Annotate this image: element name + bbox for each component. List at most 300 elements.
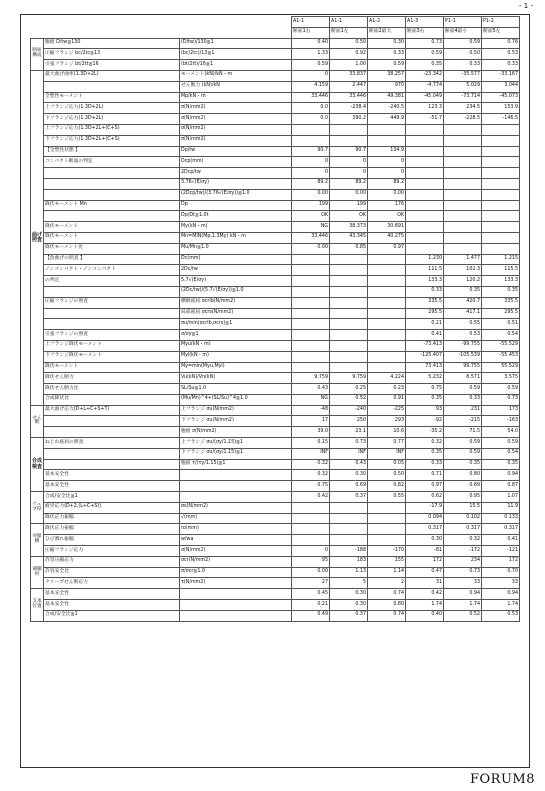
value-cell: 0.23 (368, 384, 406, 395)
column-id: A1-3 (406, 17, 444, 28)
value-cell: 115.5 (482, 265, 520, 276)
value-cell: 0.75 (406, 384, 444, 395)
value-cell: -81 (406, 546, 444, 557)
value-cell: 0 (292, 168, 330, 179)
item-label: 降伏モーメント (44, 232, 180, 243)
value-cell: 0.59 (444, 38, 482, 49)
value-cell: 0.40 (406, 610, 444, 621)
table-row (31, 405, 520, 416)
value-cell (368, 286, 406, 297)
criterion-label: My=min(Myu,Myl) (180, 362, 292, 373)
table-row (31, 492, 520, 503)
value-cell (482, 178, 520, 189)
value-cell (330, 319, 368, 330)
value-cell: 0.97 (368, 243, 406, 254)
value-cell: 0.52 (330, 394, 368, 405)
criterion-label: (2Dcp/tw)/(3.76√(E/σy))≦1.0 (180, 189, 292, 200)
table-row (31, 546, 520, 557)
value-cell: 390.2 (330, 114, 368, 125)
value-cell: 0.25 (330, 384, 368, 395)
value-cell: 0.317 (444, 524, 482, 535)
criterion-label: 腹板 τ/(τy/1.15)≦1 (180, 459, 292, 470)
value-cell: 89.2 (330, 178, 368, 189)
value-cell (406, 222, 444, 233)
value-cell (330, 502, 368, 513)
criterion-label: σ/σcr≦1.0 (180, 567, 292, 578)
item-label: 最大曲げ応力(D+L+C+S+T) (44, 405, 180, 416)
item-label: ひび割れ振幅 (44, 535, 180, 546)
value-cell: 71.5 (444, 427, 482, 438)
criterion-label: 腹板 σ(N/mm2) (180, 427, 292, 438)
table-row (31, 610, 520, 621)
item-label (44, 448, 180, 459)
value-cell (368, 308, 406, 319)
column-id: P1-2 (482, 17, 520, 28)
value-cell: 90.7 (292, 146, 330, 157)
criterion-label: (Mu/Mn)^4+(SL/Su)^4≦1.0 (180, 394, 292, 405)
item-label: 下フランジ応力(1.3D+2L) (44, 114, 180, 125)
table-row (31, 502, 520, 513)
value-cell: 0.59 (368, 60, 406, 71)
value-cell: 0.59 (444, 384, 482, 395)
value-cell (330, 297, 368, 308)
value-cell: 0.76 (482, 38, 520, 49)
value-cell: 0.59 (292, 60, 330, 71)
value-cell: -215 (444, 416, 482, 427)
value-cell: 93 (406, 405, 444, 416)
item-label: 降伏応力振幅 (44, 524, 180, 535)
value-cell: 173 (482, 405, 520, 416)
value-cell: 0.82 (368, 481, 406, 492)
table-row (31, 103, 520, 114)
value-cell: 0.50 (368, 470, 406, 481)
criterion-label: σ(N/mm2) (180, 114, 292, 125)
value-cell: 176 (368, 200, 406, 211)
item-label: 許容圧縮応力 (44, 556, 180, 567)
value-cell: -35.2 (406, 427, 444, 438)
item-label: コンパクト断面の判定 (44, 157, 180, 168)
value-cell: INF (368, 448, 406, 459)
value-cell: 0 (368, 168, 406, 179)
table-row (31, 200, 520, 211)
value-cell: 0.95 (444, 492, 482, 503)
value-cell (292, 535, 330, 546)
value-cell: 1.33 (292, 49, 330, 60)
value-cell: 0.35 (482, 286, 520, 297)
table-row (31, 340, 520, 351)
criterion-label: σ(N/mm2) (180, 103, 292, 114)
value-cell (482, 189, 520, 200)
criterion-label (180, 589, 292, 600)
value-cell: 0.53 (482, 610, 520, 621)
criterion-label: Dp/Dt≦1.0t (180, 211, 292, 222)
value-cell: 970 (368, 81, 406, 92)
value-cell: NG (292, 222, 330, 233)
column-id: A1-1 (292, 17, 330, 28)
value-cell: -238.4 (330, 103, 368, 114)
value-cell (330, 513, 368, 524)
table-row (31, 416, 520, 427)
value-cell: 89.2 (292, 178, 330, 189)
value-cell: 0.15 (292, 438, 330, 449)
value-cell: 335.5 (482, 297, 520, 308)
value-cell: 0.00 (330, 189, 368, 200)
value-cell (406, 178, 444, 189)
value-cell: 172 (406, 556, 444, 567)
item-label: 基本安全性 (44, 481, 180, 492)
table-row (31, 146, 520, 157)
value-cell: 0.89 (444, 481, 482, 492)
value-cell: 0 (330, 157, 368, 168)
value-cell: 33.446 (292, 232, 330, 243)
value-cell: 0.35 (482, 459, 520, 470)
value-cell: 133.3 (482, 276, 520, 287)
value-cell (482, 211, 520, 222)
value-cell: -92 (406, 416, 444, 427)
value-cell: 250 (330, 416, 368, 427)
value-cell: 0.75 (292, 481, 330, 492)
value-cell: 99.755 (444, 362, 482, 373)
value-cell: 5.232 (406, 373, 444, 384)
item-label: 疲労応力(D+2,(L+C+S)) (44, 502, 180, 513)
value-cell: 90.7 (330, 146, 368, 157)
group-label: ウェブ厚 (31, 492, 44, 524)
value-cell: 183 (330, 556, 368, 567)
value-cell: 0.94 (482, 589, 520, 600)
table-row (31, 556, 520, 567)
value-cell: 0.35 (444, 459, 482, 470)
header-blank (31, 17, 292, 39)
value-cell: 1.00 (330, 60, 368, 71)
value-cell: 0.52 (444, 610, 482, 621)
value-cell: 0 (292, 546, 330, 557)
value-cell (330, 351, 368, 362)
value-cell: 335.5 (406, 297, 444, 308)
value-cell (292, 513, 330, 524)
value-cell: OK (330, 211, 368, 222)
column-id: A1-1 (330, 17, 368, 28)
table-row (31, 70, 520, 81)
value-cell: 111.5 (406, 265, 444, 276)
value-cell: -225 (368, 405, 406, 416)
value-cell: 0.00 (292, 189, 330, 200)
value-cell (292, 502, 330, 513)
value-cell: 0.59 (482, 438, 520, 449)
value-cell (368, 297, 406, 308)
column-desc: 断面4最小 (444, 27, 482, 38)
value-cell: 0.70 (482, 567, 520, 578)
value-cell: 0.50 (444, 49, 482, 60)
value-cell (368, 535, 406, 546)
criterion-label: σ/σy≦1 (180, 330, 292, 341)
value-cell: -188 (330, 546, 368, 557)
criterion-label: Dc(mm) (180, 254, 292, 265)
table-row (31, 384, 520, 395)
value-cell: -4.774 (406, 81, 444, 92)
value-cell: 38.373 (330, 222, 368, 233)
value-cell: NG (292, 394, 330, 405)
value-cell (292, 276, 330, 287)
value-cell: 0.41 (406, 330, 444, 341)
value-cell: 0.30 (406, 535, 444, 546)
criterion-label (180, 481, 292, 492)
value-cell: 420.7 (444, 297, 482, 308)
item-label: 【負曲げの照査 】 (44, 254, 180, 265)
item-label: 降伏モーメント Mn (44, 200, 180, 211)
value-cell: -35.577 (444, 70, 482, 81)
value-cell: 0.92 (330, 49, 368, 60)
value-cell: 0.33 (482, 60, 520, 71)
value-cell: -105.539 (444, 351, 482, 362)
value-cell (444, 232, 482, 243)
item-label: 許容安全比 (44, 567, 180, 578)
item-label: 引張フランジの照査 (44, 330, 180, 341)
value-cell: 1.13 (330, 567, 368, 578)
item-label: 降伏モーメント (44, 222, 180, 233)
criterion-label: 下フランジ σu/(σy/1.15)≦1 (180, 448, 292, 459)
value-cell (482, 243, 520, 254)
value-cell (368, 513, 406, 524)
item-label: 上フランジ降伏モーメント (44, 340, 180, 351)
value-cell (330, 340, 368, 351)
criterion-label: Mn=MIN(Mp,1.3My) kN・m (180, 232, 292, 243)
item-label (44, 286, 180, 297)
value-cell: 5.029 (444, 81, 482, 92)
value-cell: 0.41 (482, 535, 520, 546)
value-cell (406, 157, 444, 168)
item-label: ねじれ座屈の照査 (44, 438, 180, 449)
value-cell: 1.07 (482, 492, 520, 503)
value-cell: 33.837 (330, 70, 368, 81)
item-label: 降伏せん断力比 (44, 384, 180, 395)
criterion-label: My(kN・m) (180, 222, 292, 233)
criterion-label: 3.76√(E/σy) (180, 178, 292, 189)
value-cell: 4.159 (292, 81, 330, 92)
value-cell: 15.5 (444, 502, 482, 513)
value-cell (292, 286, 330, 297)
value-cell: 295.5 (406, 308, 444, 319)
value-cell: 0.32 (406, 438, 444, 449)
value-cell: 0.54 (482, 330, 520, 341)
value-cell: -48 (292, 405, 330, 416)
results-table (30, 16, 520, 622)
value-cell: INF (330, 448, 368, 459)
value-cell: OK (292, 211, 330, 222)
table-row (31, 211, 520, 222)
value-cell (444, 135, 482, 146)
value-cell (406, 168, 444, 179)
value-cell: 0.40 (292, 38, 330, 49)
value-cell: -172 (444, 546, 482, 557)
table-row (31, 168, 520, 179)
value-cell: 11.9 (482, 502, 520, 513)
table-row (31, 481, 520, 492)
value-cell: 0.51 (482, 319, 520, 330)
value-cell (482, 124, 520, 135)
value-cell: 0.73 (406, 38, 444, 49)
value-cell: 23.1 (330, 427, 368, 438)
page-number: - 1 - (519, 2, 533, 10)
value-cell (292, 340, 330, 351)
table-row (31, 470, 520, 481)
value-cell: 0.59 (406, 49, 444, 60)
value-cell: 0.30 (330, 589, 368, 600)
value-cell: -121 (482, 546, 520, 557)
value-cell: 3.044 (482, 81, 520, 92)
value-cell: 5 (330, 578, 368, 589)
value-cell (330, 535, 368, 546)
table-row (31, 589, 520, 600)
table-row (31, 222, 520, 233)
item-label: 基本安全性 (44, 600, 180, 611)
value-cell: -146.5 (482, 114, 520, 125)
criterion-label: (2Dc/tw)/(5.7√(E/σy))≦1.0 (180, 286, 292, 297)
value-cell (330, 330, 368, 341)
value-cell: 0.55 (368, 492, 406, 503)
value-cell: 43.345 (330, 232, 368, 243)
item-label (44, 308, 180, 319)
group-label: 支承位置 (31, 589, 44, 621)
value-cell: 1.74 (406, 600, 444, 611)
value-cell: 153.9 (482, 103, 520, 114)
value-cell: 17 (292, 416, 330, 427)
item-label: 【全塑性状態 】 (44, 146, 180, 157)
table-row (31, 513, 520, 524)
item-label: 合成/安全比≦1 (44, 492, 180, 503)
table-row (31, 135, 520, 146)
value-cell (368, 362, 406, 373)
value-cell: 0.35 (406, 448, 444, 459)
table-row (31, 578, 520, 589)
value-cell (482, 157, 520, 168)
value-cell: 9.759 (330, 373, 368, 384)
forum8-logo: FORUM8 (469, 772, 535, 787)
value-cell: 0.73 (330, 438, 368, 449)
criterion-label: せん断力 (kN)/kN (180, 81, 292, 92)
value-cell: 2 (368, 578, 406, 589)
value-cell (292, 330, 330, 341)
table-row (31, 535, 520, 546)
value-cell: -73.714 (444, 92, 482, 103)
value-cell: INF (292, 448, 330, 459)
value-cell (368, 351, 406, 362)
column-desc: 断面3右 (406, 27, 444, 38)
value-cell: 0.33 (406, 459, 444, 470)
value-cell: 0.45 (292, 589, 330, 600)
criterion-label: ro(mm) (180, 524, 292, 535)
criterion-label: 下フランジ σu(N/mm2) (180, 416, 292, 427)
table-row (31, 600, 520, 611)
criterion-label: (bt/2tt)/16≦1 (180, 60, 292, 71)
value-cell: 0.53 (444, 330, 482, 341)
table-row (31, 276, 520, 287)
item-label: 合成/安全比≦1 (44, 610, 180, 621)
value-cell: 199 (330, 200, 368, 211)
value-cell (368, 340, 406, 351)
criterion-label: Dp (180, 200, 292, 211)
table-row (31, 265, 520, 276)
value-cell: 0.80 (368, 600, 406, 611)
criterion-label: 上フランジ σu/(σy/1.15)≦1 (180, 438, 292, 449)
value-cell (368, 276, 406, 287)
value-cell: 27 (292, 578, 330, 589)
value-cell: 0.317 (482, 524, 520, 535)
value-cell (292, 297, 330, 308)
value-cell: 0.35 (406, 394, 444, 405)
value-cell: 0.00 (368, 189, 406, 200)
value-cell: 0.0 (292, 103, 330, 114)
value-cell: 133.3 (406, 276, 444, 287)
value-cell: 0.73 (482, 394, 520, 405)
criterion-label: √(mm) (180, 513, 292, 524)
value-cell: OK (368, 211, 406, 222)
table-row (31, 308, 520, 319)
column-id: P1-1 (444, 17, 482, 28)
table-row (31, 448, 520, 459)
value-cell: 39.0 (292, 427, 330, 438)
item-label (44, 427, 180, 438)
value-cell (406, 211, 444, 222)
value-cell: 0.21 (292, 600, 330, 611)
item-label: 圧縮フランジ bc/2tc≦13 (44, 49, 180, 60)
value-cell (406, 189, 444, 200)
value-cell: -55.529 (482, 340, 520, 351)
value-cell: 172 (482, 556, 520, 567)
value-cell (406, 232, 444, 243)
value-cell (292, 319, 330, 330)
value-cell: 0.87 (482, 481, 520, 492)
value-cell: 30.891 (368, 222, 406, 233)
value-cell: 0.05 (368, 459, 406, 470)
item-label: 降伏応力振幅 (44, 513, 180, 524)
table-row (31, 438, 520, 449)
value-cell: 0.37 (330, 492, 368, 503)
value-cell: 0.42 (292, 492, 330, 503)
value-cell (482, 200, 520, 211)
value-cell: 293 (368, 416, 406, 427)
table-row (31, 114, 520, 125)
criterion-label: 2Dcp/tw (180, 168, 292, 179)
table-row (31, 330, 520, 341)
table-row (31, 60, 520, 71)
value-cell: -55.453 (482, 351, 520, 362)
item-label: 下フランジ応力(1.3D+2L+(C+S) (44, 135, 180, 146)
value-cell: 9.759 (292, 373, 330, 384)
value-cell: 33.446 (292, 92, 330, 103)
value-cell: -125.407 (406, 351, 444, 362)
value-cell: 0.37 (330, 610, 368, 621)
value-cell: 1.230 (406, 254, 444, 265)
criterion-label: SL/Su≦1.0 (180, 384, 292, 395)
value-cell (406, 124, 444, 135)
criterion-label: 上フランジ σu(N/mm2) (180, 405, 292, 416)
value-cell (292, 524, 330, 535)
value-cell: 89.2 (368, 178, 406, 189)
value-cell: 0.77 (368, 438, 406, 449)
criterion-label: モーメント(kN)/kN・m (180, 70, 292, 81)
table-row (31, 124, 520, 135)
value-cell: -240.5 (368, 103, 406, 114)
value-cell: 0.30 (330, 470, 368, 481)
value-cell: -228.5 (444, 114, 482, 125)
criterion-label: (bc/2tc)/13≦1 (180, 49, 292, 60)
criterion-label: Myu(kN・m) (180, 340, 292, 351)
value-cell: 95 (292, 556, 330, 567)
value-cell: 4.224 (368, 373, 406, 384)
value-cell (406, 243, 444, 254)
table-row (31, 297, 520, 308)
value-cell: 0.74 (368, 610, 406, 621)
